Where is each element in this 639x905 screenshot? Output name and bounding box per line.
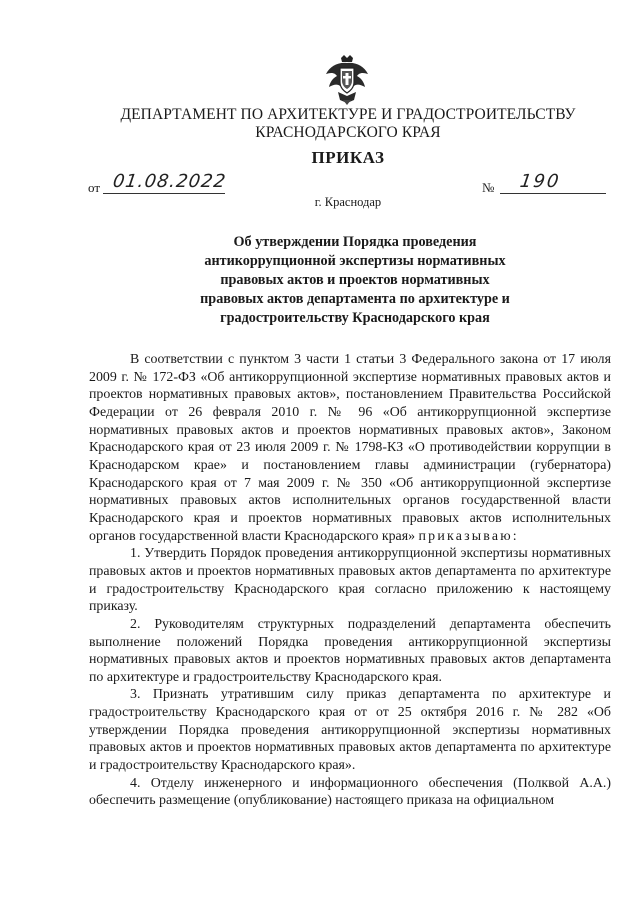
order-word: приказываю:	[418, 528, 519, 544]
number-label: №	[482, 180, 495, 195]
item-paragraph: 1. Утвердить Порядок проведения антикоррупционной экспертизы нормативных правовых актов и проектов нормативных правовых актов департамента по архитектуре и градостроительству Краснодарского края согласно приложению к настоящему приказу.	[89, 546, 611, 615]
number-underline	[500, 193, 606, 194]
coat-of-arms-icon	[324, 54, 370, 106]
item-paragraph: 2. Руководителям структурных подразделений департамента обеспечить выполнение положений Порядка проведения антикоррупционной экспертизы нормативных правовых актов и проектов нормативных правовых актов департамента по архитектуре и градостроительству Краснодарского края.	[89, 616, 611, 685]
item-paragraph: 4. Отделу инженерного и информационного обеспечения (Полквой А.А.) обеспечить размещение (опубликование) настоящего приказа на официальном	[89, 775, 611, 809]
subject-line: Об утверждении Порядка проведения	[233, 234, 477, 250]
intro-paragraph	[89, 351, 611, 545]
handwritten-date: 01.08.2022	[111, 171, 228, 192]
document-subject-title	[170, 233, 540, 328]
department-name-line1: ДЕПАРТАМЕНТ ПО АРХИТЕКТУРЕ И ГРАДОСТРОИТЕЛЬСТВУ	[120, 106, 576, 123]
subject-line: градостроительству Краснодарского края	[220, 310, 490, 326]
date-underline	[103, 193, 225, 194]
city-name: г. Краснодар	[314, 195, 382, 209]
document-type-title: ПРИКАЗ	[311, 148, 385, 167]
document-body	[89, 351, 611, 810]
subject-line: правовых актов департамента по архитектуре и	[200, 291, 510, 307]
intro-text: В соответствии с пунктом 3 части 1 статьи 3 Федерального закона от 17 июля 2009 г. № 172-ФЗ «Об антикоррупционной экспертизе нормативных правовых актов и проектов нормативных правовых актов», постановлением Правительства Российской Федерации от 26 февраля 2010 г. № 96 «Об антикоррупционной экспертизе нормативных правовых актов и проектов нормативных правовых актов», Законом Краснодарского края от 23 июля 2009 г. № 1798-КЗ «О противодействии коррупции в Краснодарском крае» и постановлением главы администрации (губернатора) Краснодарского края от 7 мая 2009 г. № 350 «Об антикоррупционной экспертизе нормативных правовых актов исполнительных органов государственной власти Краснодарского края и проектов нормативных правовых актов исполнительных органов государственной власти Краснодарского края»	[89, 352, 611, 544]
subject-line: антикоррупционной экспертизы нормативных	[204, 253, 506, 269]
item-paragraph: 3. Признать утратившим силу приказ департамента по архитектуре и градостроительству Краснодарского края от от 25 октября 2016 г. № 282 «Об утверждении Порядка проведения антикоррупционной экспертизы нормативных правовых актов и проектов нормативных правовых актов департамента по архитектуре и градостроительству Краснодарского края».	[89, 687, 611, 774]
date-label: от	[88, 180, 101, 195]
department-name-line2: КРАСНОДАРСКОГО КРАЯ	[255, 124, 441, 141]
subject-line: правовых актов и проектов нормативных	[220, 272, 490, 288]
handwritten-number: 190	[518, 171, 562, 192]
